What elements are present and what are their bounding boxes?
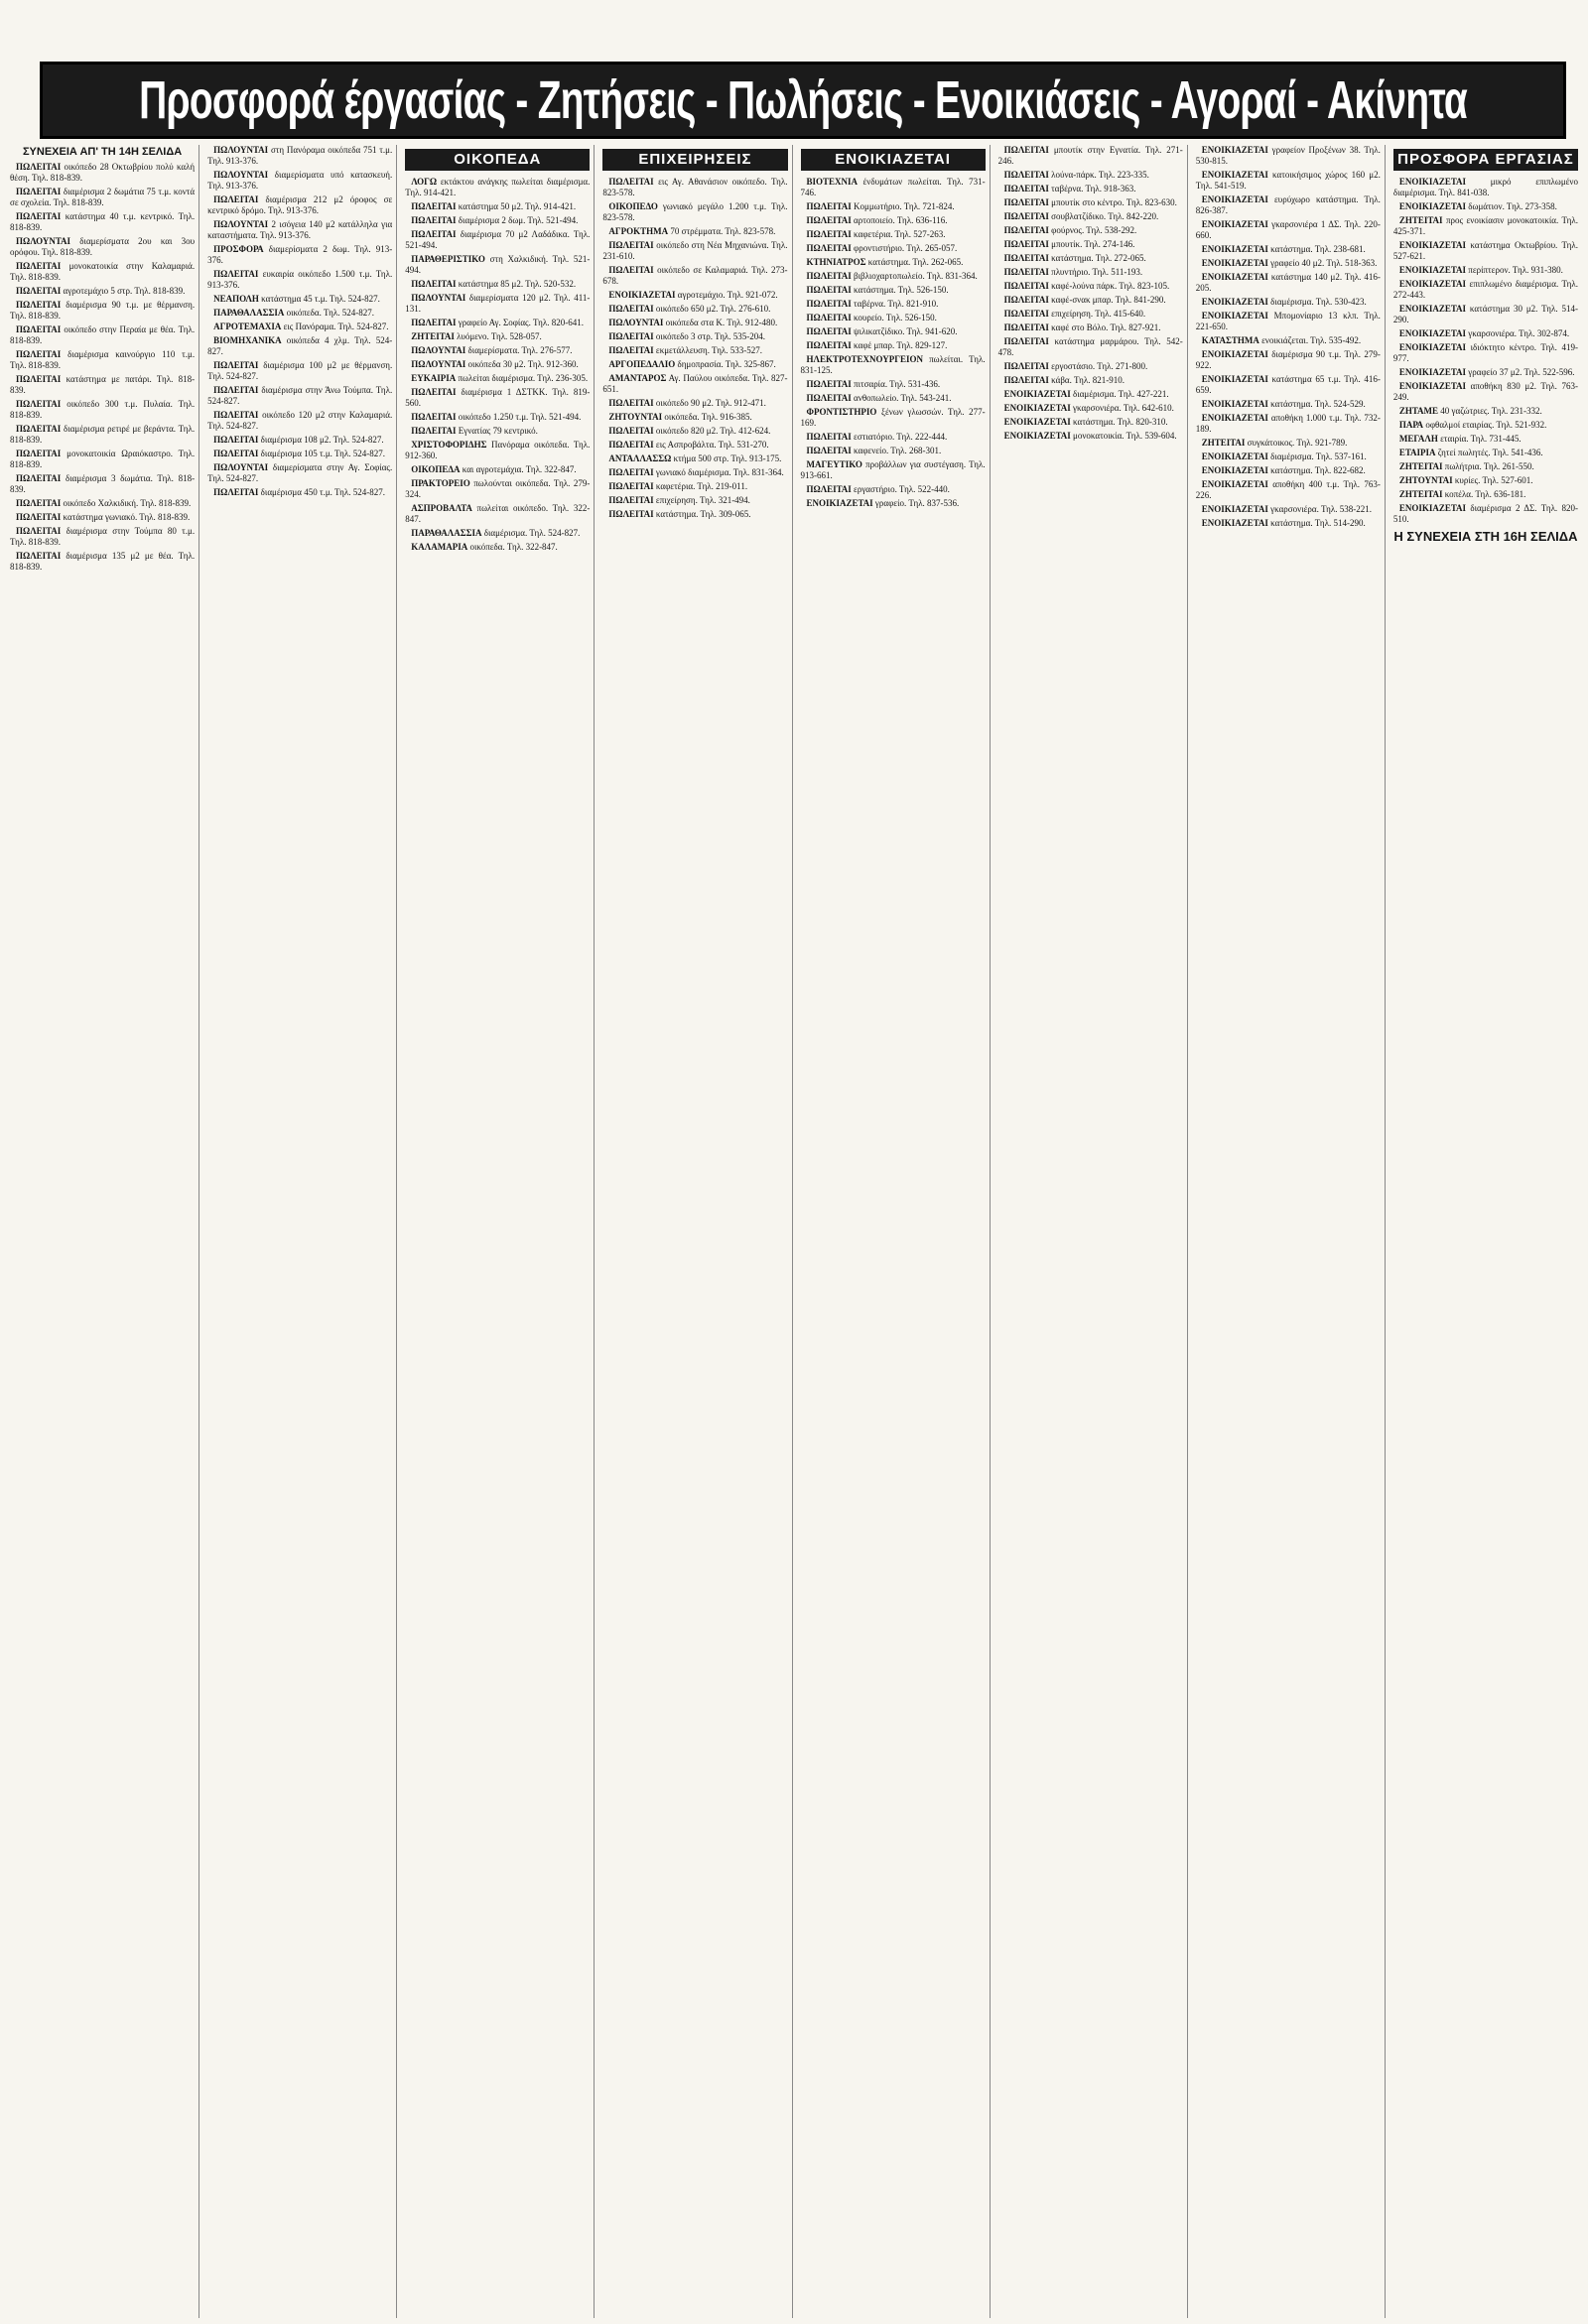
classifieds-page [6,145,1582,2318]
classified-ad: ΠΩΛΕΙΤΑΙ κατάστημα. Τηλ. 309-065. [608,509,751,519]
ad-list [207,145,392,498]
classified-ad: ΕΝΟΙΚΙΑΖΕΤΑΙ ιδιόκτητο κέντρο. Τηλ. 419-977. [1392,342,1578,363]
classified-ad: ΧΡΙΣΤΟΦΟΡΙΔΗΣ Πανόραμα οικόπεδα. Τηλ. 912-360. [405,440,591,460]
classified-ad: ΠΩΛΕΙΤΑΙ οικόπεδο 3 στρ. Τηλ. 535-204. [608,331,766,341]
continued-to-label: Η ΣΥΝΕΧΕΙΑ ΣΤΗ 16Η ΣΕΛΙΔΑ [1393,529,1578,544]
classified-ad: ΠΩΛΕΙΤΑΙ διαμέρισμα στην Τούμπα 80 τ.μ. Τηλ. 818-839. [10,526,196,547]
classified-ad: ΠΩΛΕΙΤΑΙ διαμέρισμα 2 δωμ. Τηλ. 521-494. [411,215,579,225]
classified-ad: ΠΩΛΟΥΝΤΑΙ στη Πανόραμα οικόπεδα 751 τ.μ. Τηλ. 913-376. [207,145,393,166]
classified-ad: ΕΝΟΙΚΙΑΖΕΤΑΙ αποθήκη 400 τ.μ. Τηλ. 763-226. [1195,479,1381,500]
classified-ad: ΠΩΛΕΙΤΑΙ διαμέρισμα 212 μ2 όροφος σε κεντρικό δρόμο. Τηλ. 913-376. [207,194,393,215]
classified-ad: ΠΩΛΕΙΤΑΙ Εγνατίας 79 κεντρικό. [411,426,538,436]
banner-title: Προσφορά έργασίας - Ζητήσεις - Πωλήσεις - Ενοικιάσεις - Αγοραί - Ακίνητα [139,70,1467,130]
classified-ad: ΠΩΛΕΙΤΑΙ διαμέρισμα 1 ΔΣΤΚΚ. Τηλ. 819-560. [405,387,591,408]
classified-ad: ΠΩΛΕΙΤΑΙ ταβέρνα. Τηλ. 918-363. [1003,184,1136,194]
classified-ad: ΕΝΟΙΚΙΑΖΕΤΑΙ διαμέρισμα 90 τ.μ. Τηλ. 279-922. [1195,349,1381,370]
classified-ad: ΕΝΟΙΚΙΑΖΕΤΑΙ γραφείο. Τηλ. 837-536. [806,498,960,508]
classified-ad: ΦΡΟΝΤΙΣΤΗΡΙΟ ξένων γλωσσών. Τηλ. 277-169. [800,407,986,428]
classified-ad: ΠΩΛΕΙΤΑΙ καφετέρια. Τηλ. 219-011. [608,481,748,491]
classified-ad: ΠΩΛΕΙΤΑΙ εις Ασπροβάλτα. Τηλ. 531-270. [608,440,769,450]
classified-ad: ΠΩΛΟΥΝΤΑΙ οικόπεδα 30 μ2. Τηλ. 912-360. [411,359,579,369]
classified-ad: ΠΑΡΑΘΕΡΙΣΤΙΚΟ στη Χαλκιδική. Τηλ. 521-494. [405,254,591,275]
classified-ad: ΠΩΛΕΙΤΑΙ διαμέρισμα ρετιρέ με βεράντα. Τηλ. 818-839. [10,424,196,445]
classified-ad: ΠΩΛΕΙΤΑΙ καφέ-σνακ μπαρ. Τηλ. 841-290. [1003,295,1166,305]
classified-ad: ΖΗΤΕΙΤΑΙ προς ενοικίασιν μονοκατοικία. Τηλ. 425-371. [1392,215,1578,236]
classified-ad: ΑΓΡΟΚΤΗΜΑ 70 στρέμματα. Τηλ. 823-578. [608,226,776,236]
classified-ad: ΚΤΗΝΙΑΤΡΟΣ κατάστημα. Τηλ. 262-065. [806,257,964,267]
column-7 [1192,145,1386,2318]
classified-ad: ΠΩΛΕΙΤΑΙ Κομμωτήριο. Τηλ. 721-824. [806,201,955,211]
classified-ad: ΠΩΛΕΙΤΑΙ μπουτίκ στο κέντρο. Τηλ. 823-630. [1003,197,1177,207]
classified-ad: ΑΣΠΡΟΒΑΛΤΑ πωλείται οικόπεδο. Τηλ. 322-847. [405,503,591,524]
classified-ad: ΠΩΛΕΙΤΑΙ εργαστήριο. Τηλ. 522-440. [806,484,950,494]
classified-ad: ΠΩΛΕΙΤΑΙ διαμέρισμα καινούργιο 110 τ.μ. Τηλ. 818-839. [10,349,196,370]
classified-ad: ΕΝΟΙΚΙΑΖΕΤΑΙ κατοικήσιμος χώρος 160 μ2. Τηλ. 541-519. [1195,170,1381,191]
classified-ad: ΕΝΟΙΚΙΑΖΕΤΑΙ ευρύχωρο κατάστημα. Τηλ. 826-387. [1195,194,1381,215]
classified-ad: ΠΩΛΕΙΤΑΙ οικόπεδο 1.250 τ.μ. Τηλ. 521-494. [411,412,582,422]
classified-ad: ΕΝΟΙΚΙΑΖΕΤΑΙ γκαρσονιέρα. Τηλ. 302-874. [1398,328,1570,338]
classified-ad: ΠΩΛΕΙΤΑΙ εστιατόριο. Τηλ. 222-444. [806,432,948,442]
classified-ad: ΠΩΛΕΙΤΑΙ ανθοπωλείο. Τηλ. 543-241. [806,393,952,403]
ad-list [405,177,590,553]
classified-ad: ΠΩΛΟΥΝΤΑΙ 2 ισόγεια 140 μ2 κατάλληλα για καταστήματα. Τηλ. 913-376. [207,219,393,240]
classified-ad: ΠΩΛΕΙΤΑΙ σουβλατζίδικο. Τηλ. 842-220. [1003,211,1159,221]
classified-ad: ΠΩΛΕΙΤΑΙ κατάστημα. Τηλ. 526-150. [806,285,949,295]
classified-ad: ΠΩΛΕΙΤΑΙ διαμέρισμα 3 δωμάτια. Τηλ. 818-839. [10,473,196,494]
section-heading-prosfora: ΠΡΟΣΦΟΡΑ ΕΡΓΑΣΙΑΣ [1393,149,1578,171]
classified-ad: ΠΩΛΕΙΤΑΙ οικόπεδο 28 Οκτωβρίου πολύ καλή θέση. Τηλ. 818-839. [10,162,196,183]
classified-ad: ΠΩΛΕΙΤΑΙ κουρείο. Τηλ. 526-150. [806,313,937,323]
classified-ad: ΖΗΤΕΙΤΑΙ πωλήτρια. Τηλ. 261-550. [1398,461,1534,471]
ad-list [1196,145,1381,529]
classified-ad: ΕΝΟΙΚΙΑΖΕΤΑΙ κατάστημα Οκτωβρίου. Τηλ. 527-621. [1392,240,1578,261]
classified-ad: ΑΡΓΟΠΕΔΑΛΙΟ δημοπρασία. Τηλ. 325-867. [608,359,776,369]
classified-ad: ΖΗΤΕΙΤΑΙ συγκάτοικος. Τηλ. 921-789. [1201,438,1348,448]
classified-ad: ΠΩΛΕΙΤΑΙ διαμέρισμα 108 μ2. Τηλ. 524-827. [213,435,384,445]
classified-ad: ΕΝΟΙΚΙΑΖΕΤΑΙ μονοκατοικία. Τηλ. 539-604. [1003,431,1177,441]
classified-ad: ΕΤΑΙΡΙΑ ζητεί πωλητές. Τηλ. 541-436. [1398,448,1543,457]
classified-ad: ΕΝΟΙΚΙΑΖΕΤΑΙ δωμάτιον. Τηλ. 273-358. [1398,201,1557,211]
classified-ad: ΕΝΟΙΚΙΑΖΕΤΑΙ γκαρσονιέρα. Τηλ. 642-610. [1003,403,1174,413]
classified-ad: ΖΗΤΑΜΕ 40 γαζώτριες. Τηλ. 231-332. [1398,406,1542,416]
classified-ad: ΟΙΚΟΠΕΔΑ και αγροτεμάχια. Τηλ. 322-847. [411,464,577,474]
classified-ad: ΖΗΤΕΙΤΑΙ λυόμενο. Τηλ. 528-057. [411,331,542,341]
classified-ad: ΕΝΟΙΚΙΑΖΕΤΑΙ κατάστημα 65 τ.μ. Τηλ. 416-659. [1195,374,1381,395]
classified-ad: ΠΩΛΕΙΤΑΙ καφέ μπαρ. Τηλ. 829-127. [806,340,948,350]
classified-ad: ΠΑΡΑΘΑΛΑΣΣΙΑ διαμέρισμα. Τηλ. 524-827. [411,528,581,538]
classified-ad: ΕΝΟΙΚΙΑΖΕΤΑΙ διαμέρισμα. Τηλ. 530-423. [1201,297,1367,307]
classified-ad: ΜΕΓΑΛΗ εταιρία. Τηλ. 731-445. [1398,434,1522,444]
classified-ad: ΠΩΛΕΙΤΑΙ εργοστάσιο. Τηλ. 271-800. [1003,361,1148,371]
classified-ad: ΕΝΟΙΚΙΑΖΕΤΑΙ επιπλωμένο διαμέρισμα. Τηλ. 272-443. [1392,279,1578,300]
classified-ad: ΠΩΛΕΙΤΑΙ οικόπεδο στην Περαία με θέα. Τηλ. 818-839. [10,324,196,345]
classified-ad: ΒΙΟΤΕΧΝΙΑ ένδυμάτων πωλείται. Τηλ. 731-746. [800,177,986,197]
classified-ad: ΗΛΕΚΤΡΟΤΕΧΝΟΥΡΓΕΙΟΝ πωλείται. Τηλ. 831-125. [800,354,986,375]
section-heading-epicheiriseis: ΕΠΙΧΕΙΡΗΣΕΙΣ [602,149,787,171]
column-1 [6,145,199,2318]
classified-ad: ΠΩΛΕΙΤΑΙ φροντιστήριο. Τηλ. 265-057. [806,243,958,253]
classified-ad: ΠΩΛΕΙΤΑΙ λούνα-πάρκ. Τηλ. 223-335. [1003,170,1149,180]
column-6 [994,145,1188,2318]
classified-ad: ΠΩΛΟΥΝΤΑΙ διαμερίσματα στην Αγ. Σοφίας. Τηλ. 524-827. [207,462,393,483]
classified-ad: ΠΩΛΕΙΤΑΙ διαμέρισμα 70 μ2 Λαδάδικα. Τηλ. 521-494. [405,229,591,250]
classified-ad: ΠΩΛΕΙΤΑΙ διαμέρισμα στην Άνω Τούμπα. Τηλ. 524-827. [207,385,393,406]
ad-list [801,177,986,509]
classified-ad: ΠΩΛΕΙΤΑΙ επιχείρηση. Τηλ. 321-494. [608,495,750,505]
classified-ad: ΕΝΟΙΚΙΑΖΕΤΑΙ μικρό επιπλωμένο διαμέρισμα. Τηλ. 841-038. [1392,177,1578,197]
classified-ad: ΠΩΛΕΙΤΑΙ κατάστημα 50 μ2. Τηλ. 914-421. [411,201,577,211]
classified-ad: ΠΡΑΚΤΟΡΕΙΟ πωλούνται οικόπεδα. Τηλ. 279-324. [405,478,591,499]
classified-ad: ΖΗΤΕΙΤΑΙ κοπέλα. Τηλ. 636-181. [1398,489,1526,499]
classified-ad: ΠΩΛΕΙΤΑΙ ψιλικατζίδικο. Τηλ. 941-620. [806,326,958,336]
classified-ad: ΠΑΡΑΘΑΛΑΣΣΙΑ οικόπεδα. Τηλ. 524-827. [213,308,374,318]
classified-ad: ΕΝΟΙΚΙΑΖΕΤΑΙ κατάστημα. Τηλ. 822-682. [1201,465,1366,475]
classified-ad: ΕΝΟΙΚΙΑΖΕΤΑΙ διαμέρισμα. Τηλ. 537-161. [1201,452,1367,461]
classified-ad: ΠΑΡΑ οφθαλμοί εταιρίας. Τηλ. 521-932. [1398,420,1547,430]
column-2 [203,145,397,2318]
classified-ad: ΠΩΛΕΙΤΑΙ φούρνος. Τηλ. 538-292. [1003,225,1137,235]
classified-ad: ΠΩΛΕΙΤΑΙ καφετέρια. Τηλ. 527-263. [806,229,946,239]
classified-ad: ΠΩΛΕΙΤΑΙ καφέ στο Βόλο. Τηλ. 827-921. [1003,323,1161,332]
classified-ad: ΖΗΤΟΥΝΤΑΙ οικόπεδα. Τηλ. 916-385. [608,412,752,422]
classified-ad: ΠΩΛΕΙΤΑΙ πιτσαρία. Τηλ. 531-436. [806,379,941,389]
classified-ad: ΠΩΛΕΙΤΑΙ διαμέρισμα 100 μ2 με θέρμανση. Τηλ. 524-827. [207,360,393,381]
ad-list [602,177,787,520]
classified-ad: ΠΩΛΕΙΤΑΙ διαμέρισμα 90 τ.μ. με θέρμανση. Τηλ. 818-839. [10,300,196,321]
classified-ad: ΕΝΟΙΚΙΑΖΕΤΑΙ γραφείον Προξένων 38. Τηλ. 530-815. [1195,145,1381,166]
column-5 [797,145,991,2318]
classified-ad: ΕΝΟΙΚΙΑΖΕΤΑΙ κατάστημα. Τηλ. 238-681. [1201,244,1366,254]
section-heading-enoikiazetai: ΕΝΟΙΚΙΑΖΕΤΑΙ [801,149,986,171]
classified-ad: ΕΝΟΙΚΙΑΖΕΤΑΙ γραφείο 40 μ2. Τηλ. 518-363. [1201,258,1378,268]
classified-ad: ΟΙΚΟΠΕΔΟ γωνιακό μεγάλο 1.200 τ.μ. Τηλ. 823-578. [602,201,788,222]
classified-ad: ΠΩΛΕΙΤΑΙ οικόπεδο 300 τ.μ. Πυλαία. Τηλ. 818-839. [10,399,196,420]
classified-ad: ΠΩΛΕΙΤΑΙ γραφείο Αγ. Σοφίας. Τηλ. 820-641. [411,318,584,327]
classified-ad: ΕΝΟΙΚΙΑΖΕΤΑΙ κατάστημα 30 μ2. Τηλ. 514-290. [1392,304,1578,324]
classified-ad: ΕΝΟΙΚΙΑΖΕΤΑΙ αποθήκη 1.000 τ.μ. Τηλ. 732-189. [1195,413,1381,434]
classified-ad: ΠΩΛΕΙΤΑΙ ευκαιρία οικόπεδο 1.500 τ.μ. Τηλ. 913-376. [207,269,393,290]
classified-ad: ΑΝΤΑΛΛΑΣΣΩ κτήμα 500 στρ. Τηλ. 913-175. [608,453,782,463]
classified-ad: ΠΩΛΕΙΤΑΙ κάβα. Τηλ. 821-910. [1003,375,1125,385]
page-banner [40,62,1566,139]
classified-ad: ΠΩΛΟΥΝΤΑΙ διαμερίσματα. Τηλ. 276-577. [411,345,573,355]
classified-ad: ΠΩΛΕΙΤΑΙ κατάστημα 40 τ.μ. κεντρικό. Τηλ. 818-839. [10,211,196,232]
classified-ad: ΠΩΛΕΙΤΑΙ μονοκατοικία Ωραιόκαστρο. Τηλ. 818-839. [10,449,196,469]
classified-ad: ΠΩΛΕΙΤΑΙ οικόπεδο 120 μ2 στην Καλαμαριά. Τηλ. 524-827. [207,410,393,431]
ad-list [998,145,1183,442]
continued-from-label: ΣΥΝΕΧΕΙΑ ΑΠ' ΤΗ 14Η ΣΕΛΙΔΑ [22,146,183,158]
classified-ad: ΠΩΛΕΙΤΑΙ κατάστημα με πατάρι. Τηλ. 818-839. [10,374,196,395]
classified-ad: ΕΝΟΙΚΙΑΖΕΤΑΙ διαμέρισμα. Τηλ. 427-221. [1003,389,1169,399]
classified-ad: ΠΩΛΕΙΤΑΙ μονοκατοικία στην Καλαμαριά. Τηλ. 818-839. [10,261,196,282]
column-8 [1390,145,1582,2318]
classified-ad: ΠΩΛΟΥΝΤΑΙ διαμερίσματα υπό κατασκευή. Τηλ. 913-376. [207,170,393,191]
classified-ad: ΠΩΛΕΙΤΑΙ μπουτίκ. Τηλ. 274-146. [1003,239,1135,249]
classified-ad: ΕΝΟΙΚΙΑΖΕΤΑΙ γραφείο 37 μ2. Τηλ. 522-596. [1398,367,1575,377]
classified-ad: ΠΩΛΕΙΤΑΙ οικόπεδο 90 μ2. Τηλ. 912-471. [608,398,766,408]
classified-ad: ΠΩΛΕΙΤΑΙ αρτοποιείο. Τηλ. 636-116. [806,215,948,225]
ad-list [10,162,195,573]
classified-ad: ΠΩΛΕΙΤΑΙ οικόπεδο 650 μ2. Τηλ. 276-610. [608,304,771,314]
classified-ad: ΝΕΑΠΟΛΗ κατάστημα 45 τ.μ. Τηλ. 524-827. [213,294,380,304]
classified-ad: ΕΝΟΙΚΙΑΖΕΤΑΙ κατάστημα. Τηλ. 524-529. [1201,399,1366,409]
classified-ad: ΒΙΟΜΗΧΑΝΙΚΑ οικόπεδα 4 χλμ. Τηλ. 524-827. [207,335,393,356]
classified-ad: ΕΝΟΙΚΙΑΖΕΤΑΙ κατάστημα. Τηλ. 514-290. [1201,518,1366,528]
classified-ad: ΠΩΛΕΙΤΑΙ καφέ-λούνα πάρκ. Τηλ. 823-105. [1003,281,1170,291]
classified-ad: ΠΩΛΕΙΤΑΙ γωνιακό διαμέρισμα. Τηλ. 831-364. [608,467,784,477]
ad-list [1393,177,1578,525]
classified-ad: ΠΩΛΕΙΤΑΙ διαμέρισμα 450 τ.μ. Τηλ. 524-827. [213,487,385,497]
classified-ad: ΠΩΛΟΥΝΤΑΙ διαμερίσματα 120 μ2. Τηλ. 411-131. [405,293,591,314]
classified-ad: ΕΝΟΙΚΙΑΖΕΤΑΙ αποθήκη 830 μ2. Τηλ. 763-249. [1392,381,1578,402]
classified-ad: ΕΝΟΙΚΙΑΖΕΤΑΙ κατάστημα 140 μ2. Τηλ. 416-205. [1195,272,1381,293]
classified-ad: ΛΟΓΩ εκτάκτου ανάγκης πωλείται διαμέρισμα. Τηλ. 914-421. [405,177,591,197]
classified-ad: ΕΝΟΙΚΙΑΖΕΤΑΙ γκαρσονιέρα 1 ΔΣ. Τηλ. 220-660. [1195,219,1381,240]
classified-ad: ΕΝΟΙΚΙΑΖΕΤΑΙ διαμέρισμα 2 ΔΣ. Τηλ. 820-510. [1392,503,1578,524]
classified-ad: ΖΗΤΟΥΝΤΑΙ κυρίες. Τηλ. 527-601. [1398,475,1533,485]
classified-ad: ΠΩΛΕΙΤΑΙ ταβέρνα. Τηλ. 821-910. [806,299,939,309]
classified-ad: ΠΩΛΕΙΤΑΙ διαμέρισμα 135 μ2 με θέα. Τηλ. 818-839. [10,551,196,572]
classified-ad: ΠΩΛΟΥΝΤΑΙ οικόπεδα στα Κ. Τηλ. 912-480. [608,318,778,327]
classified-ad: ΕΝΟΙΚΙΑΖΕΤΑΙ γκαρσονιέρα. Τηλ. 538-221. [1201,504,1372,514]
classified-ad: ΠΩΛΕΙΤΑΙ πλυντήριο. Τηλ. 511-193. [1003,267,1143,277]
classified-ad: ΕΥΚΑΙΡΙΑ πωλείται διαμέρισμα. Τηλ. 236-305. [411,373,589,383]
column-4 [598,145,792,2318]
classified-ad: ΠΩΛΕΙΤΑΙ διαμέρισμα 105 τ.μ. Τηλ. 524-827. [213,449,385,458]
classified-ad: ΕΝΟΙΚΙΑΖΕΤΑΙ αγροτεμάχιο. Τηλ. 921-072. [608,290,778,300]
classified-ad: ΠΩΛΕΙΤΑΙ οικόπεδο σε Καλαμαριά. Τηλ. 273-678. [602,265,788,286]
classified-ad: ΠΩΛΕΙΤΑΙ εις Αγ. Αθανάσιον οικόπεδο. Τηλ. 823-578. [602,177,788,197]
column-3 [401,145,595,2318]
section-heading-oikopeda: ΟΙΚΟΠΕΔΑ [405,149,590,171]
classified-ad: ΠΩΛΕΙΤΑΙ βιβλιοχαρτοπωλείο. Τηλ. 831-364. [806,271,978,281]
classified-ad: ΑΜΑΝΤΑΡΟΣ Αγ. Παύλου οικόπεδα. Τηλ. 827-651. [602,373,788,394]
classified-ad: ΠΩΛΕΙΤΑΙ εκμετάλλευση. Τηλ. 533-527. [608,345,763,355]
classified-ad: ΠΩΛΕΙΤΑΙ καφενείο. Τηλ. 268-301. [806,446,942,455]
classified-ad: ΠΩΛΕΙΤΑΙ αγροτεμάχιο 5 στρ. Τηλ. 818-839. [16,286,186,296]
classified-ad: ΠΩΛΕΙΤΑΙ κατάστημα. Τηλ. 272-065. [1003,253,1146,263]
classified-ad: ΕΝΟΙΚΙΑΖΕΤΑΙ κατάστημα. Τηλ. 820-310. [1003,417,1168,427]
classified-ad: ΠΩΛΕΙΤΑΙ κατάστημα 85 μ2. Τηλ. 520-532. [411,279,577,289]
classified-ad: ΠΡΟΣΦΟΡΑ διαμερίσματα 2 δωμ. Τηλ. 913-376. [207,244,393,265]
classified-ad: ΠΩΛΕΙΤΑΙ κατάστημα γωνιακό. Τηλ. 818-839. [16,512,191,522]
classified-ad: ΜΑΓΕΥΤΙΚΟ προβάλλων για συστέγαση. Τηλ. 913-661. [800,459,986,480]
classified-ad: ΠΩΛΕΙΤΑΙ οικόπεδο στη Νέα Μηχανιώνα. Τηλ. 231-610. [602,240,788,261]
classified-ad: ΠΩΛΕΙΤΑΙ επιχείρηση. Τηλ. 415-640. [1003,309,1146,319]
classified-ad: ΕΝΟΙΚΙΑΖΕΤΑΙ περίπτερον. Τηλ. 931-380. [1398,265,1563,275]
classified-ad: ΠΩΛΕΙΤΑΙ μπουτίκ στην Εγνατία. Τηλ. 271-246. [997,145,1183,166]
classified-ad: ΠΩΛΕΙΤΑΙ οικόπεδο Χαλκιδική. Τηλ. 818-839. [16,498,192,508]
classified-ad: ΠΩΛΟΥΝΤΑΙ διαμερίσματα 2ου και 3ου ορόφου. Τηλ. 818-839. [10,236,196,257]
classified-ad: ΕΝΟΙΚΙΑΖΕΤΑΙ Μπομονίαριο 13 κλπ. Τηλ. 221-650. [1195,311,1381,331]
classified-ad: ΑΓΡΟΤΕΜΑΧΙΑ εις Πανόραμα. Τηλ. 524-827. [213,322,389,331]
classified-ad: ΚΑΤΑΣΤΗΜΑ ενοικιάζεται. Τηλ. 535-492. [1201,335,1362,345]
classified-ad: ΠΩΛΕΙΤΑΙ διαμέρισμα 2 δωμάτια 75 τ.μ. κοντά σε σχολεία. Τηλ. 818-839. [10,187,196,207]
classified-ad: ΠΩΛΕΙΤΑΙ οικόπεδο 820 μ2. Τηλ. 412-624. [608,426,771,436]
classified-ad: ΚΑΛΑΜΑΡΙΑ οικόπεδα. Τηλ. 322-847. [411,542,558,552]
classified-ad: ΠΩΛΕΙΤΑΙ κατάστημα μαρμάρου. Τηλ. 542-478. [997,336,1183,357]
